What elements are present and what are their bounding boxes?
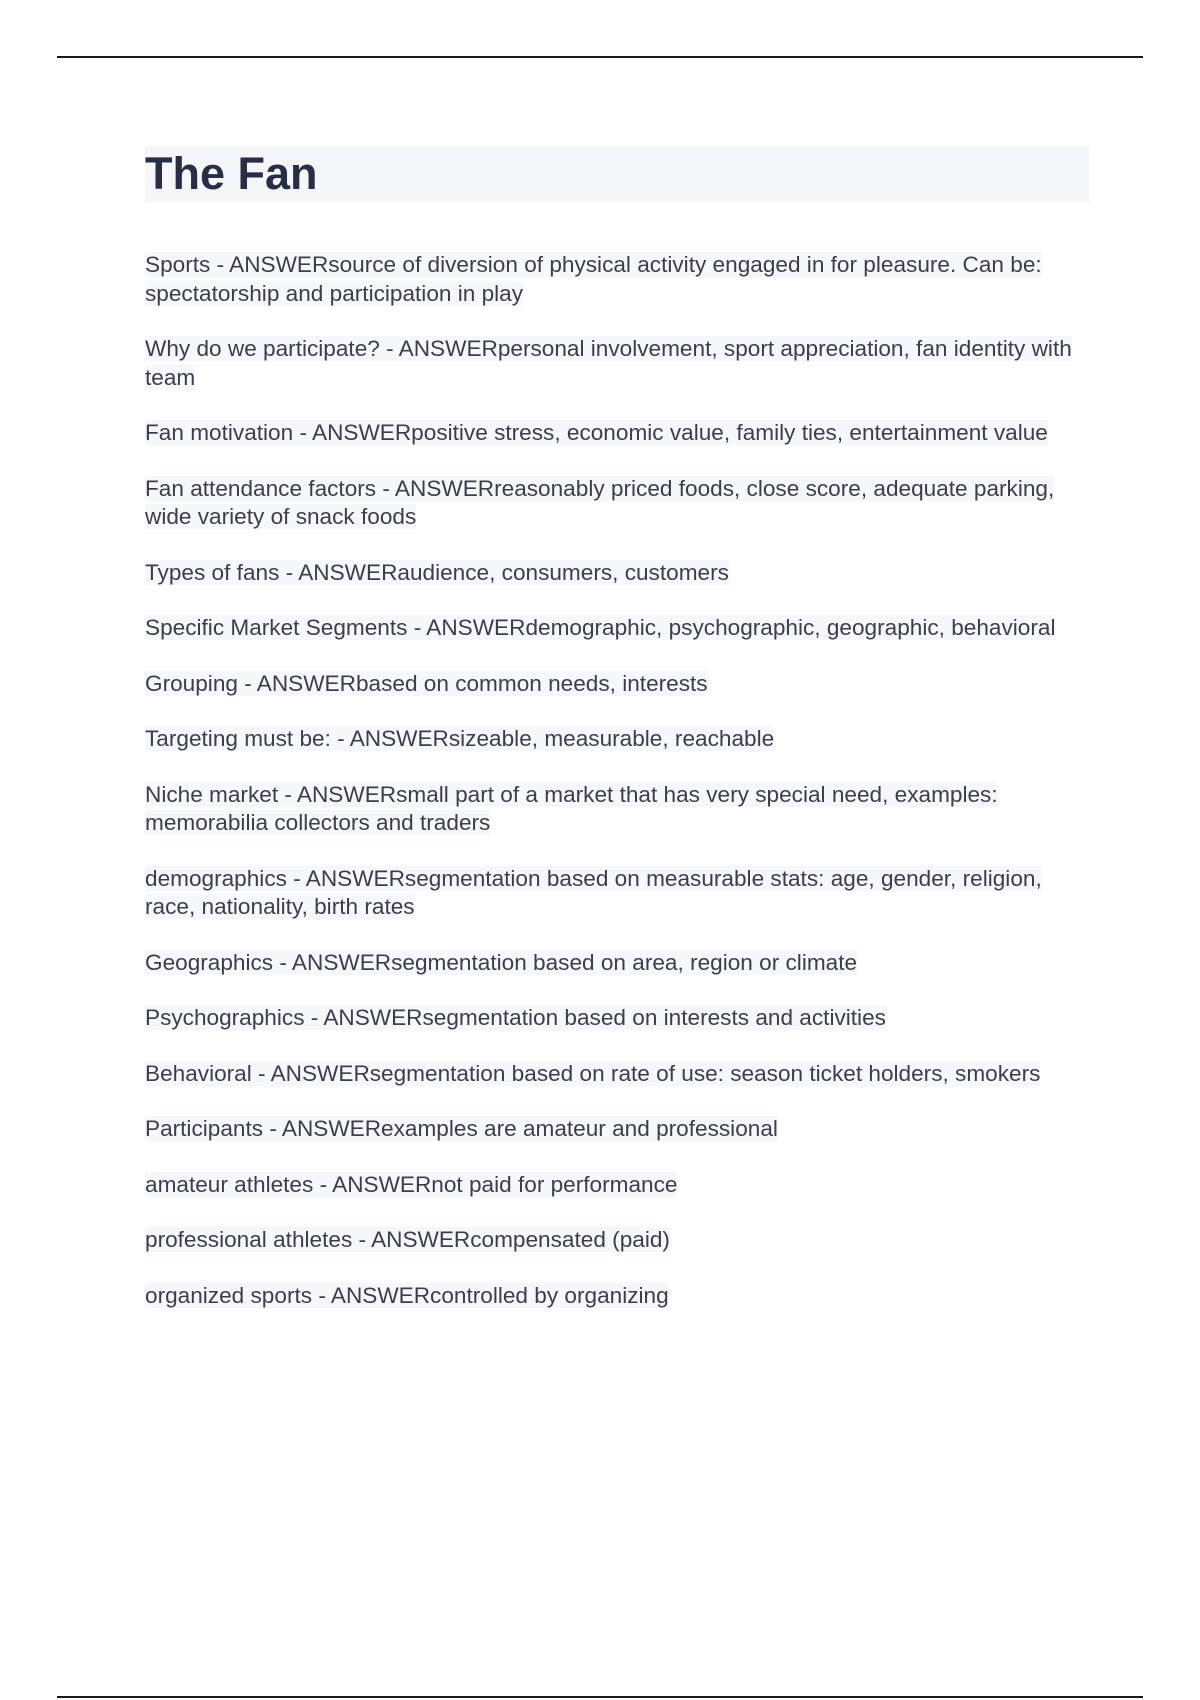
qa-item xyxy=(145,335,1089,392)
qa-item-text: Grouping - ANSWERbased on common needs, interests xyxy=(145,670,708,696)
bottom-rule xyxy=(57,1696,1143,1698)
qa-item-text: Behavioral - ANSWERsegmentation based on rate of use: season ticket holders, smokers xyxy=(145,1060,1041,1086)
qa-item-text: professional athletes - ANSWERcompensated (paid) xyxy=(145,1227,670,1252)
qa-item-text: organized sports - ANSWERcontrolled by organizing xyxy=(145,1282,669,1308)
qa-item-text: Targeting must be: - ANSWERsizeable, measurable, reachable xyxy=(145,726,775,751)
qa-item xyxy=(145,614,1089,643)
qa-item-text: amateur athletes - ANSWERnot paid for performance xyxy=(145,1171,678,1197)
qa-item-text: Types of fans - ANSWERaudience, consumers, customers xyxy=(145,559,729,585)
qa-item xyxy=(145,1282,1089,1311)
qa-item-text: Why do we participate? - ANSWERpersonal involvement, sport appreciation, fan identity with team xyxy=(145,336,1072,390)
qa-item xyxy=(145,1004,1089,1033)
top-rule xyxy=(57,56,1143,58)
qa-item xyxy=(145,725,1089,754)
qa-item xyxy=(145,1115,1089,1144)
qa-item xyxy=(145,475,1089,532)
qa-item-text: Niche market - ANSWERsmall part of a market that has very special need, examples: memorabilia collectors and traders xyxy=(145,781,998,835)
qa-item-text: Geographics - ANSWERsegmentation based on area, region or climate xyxy=(145,949,858,975)
qa-item xyxy=(145,251,1089,308)
qa-item xyxy=(145,1171,1089,1200)
qa-item-text: Fan motivation - ANSWERpositive stress, economic value, family ties, entertainment value xyxy=(145,420,1048,445)
qa-item xyxy=(145,670,1089,699)
qa-item xyxy=(145,419,1089,448)
page-title: The Fan xyxy=(145,148,318,199)
qa-item xyxy=(145,781,1089,838)
qa-item-text: Sports - ANSWERsource of diversion of physical activity engaged in for pleasure. Can be: spectatorship and participation in play xyxy=(145,252,1042,306)
qa-item xyxy=(145,1226,1089,1255)
qa-item-text: Specific Market Segments - ANSWERdemographic, psychographic, geographic, behavioral xyxy=(145,615,1056,640)
qa-item xyxy=(145,559,1089,588)
qa-list xyxy=(145,251,1089,1337)
qa-item xyxy=(145,1060,1089,1089)
qa-item-text: demographics - ANSWERsegmentation based on measurable stats: age, gender, religion, race, nationality, birth rates xyxy=(145,865,1042,919)
qa-item-text: Participants - ANSWERexamples are amateur and professional xyxy=(145,1116,778,1141)
qa-item-text: Fan attendance factors - ANSWERreasonably priced foods, close score, adequate parking, wide variety of snack foods xyxy=(145,475,1055,529)
qa-item-text: Psychographics - ANSWERsegmentation based on interests and activities xyxy=(145,1005,886,1030)
qa-item xyxy=(145,865,1089,922)
qa-item xyxy=(145,949,1089,978)
